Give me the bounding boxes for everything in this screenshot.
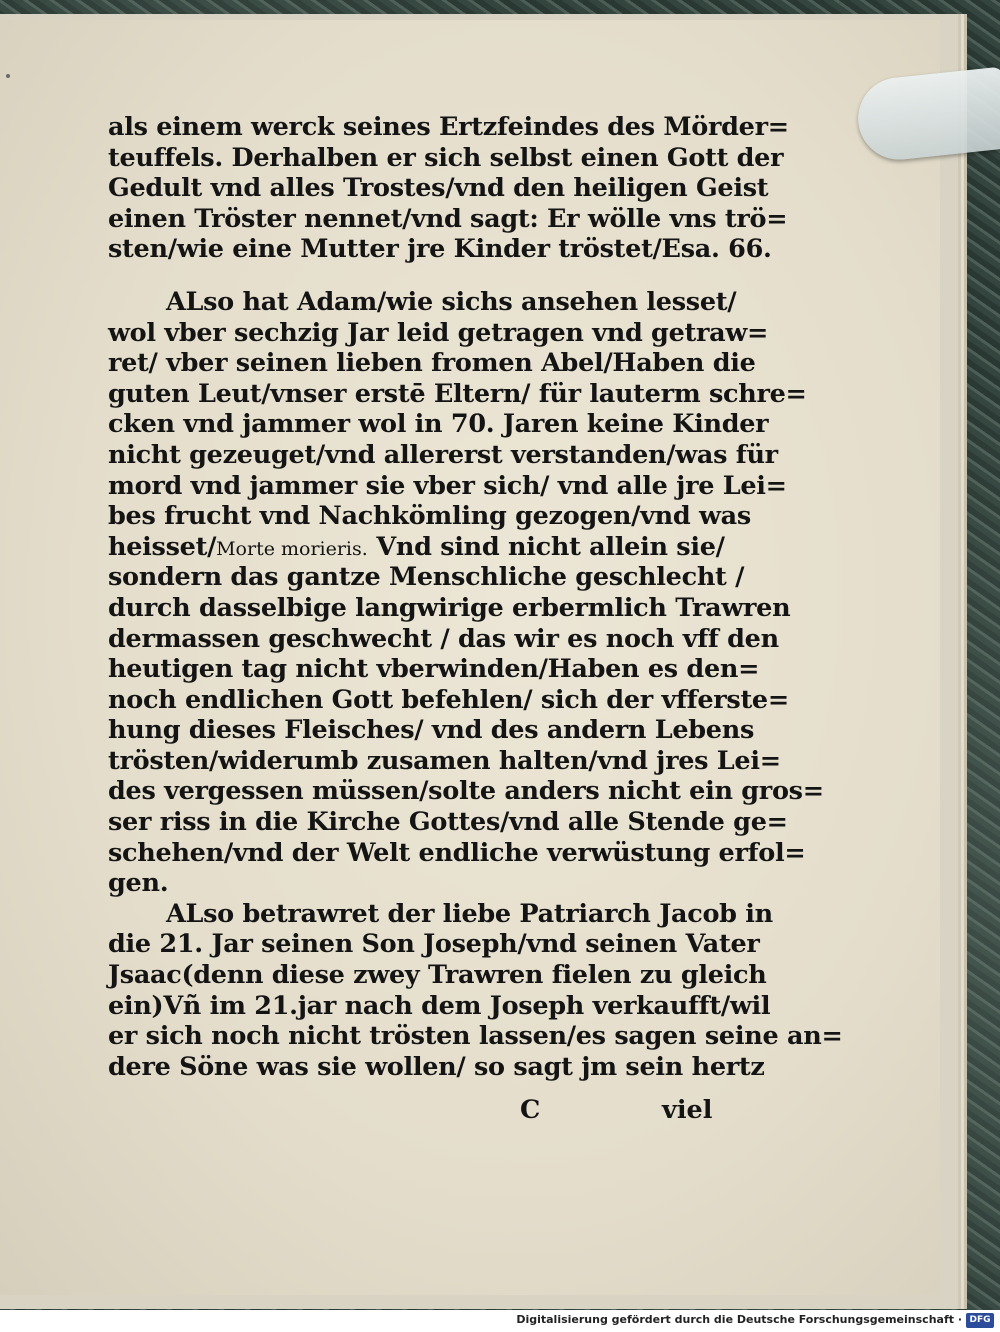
text-line: sondern das gantze Menschliche geschlecht /	[108, 562, 745, 593]
text-line: er sich noch nicht trösten lassen/es sagen seine an=	[108, 1021, 843, 1052]
text-line: einen Tröster nennet/vnd sagt: Er wölle vns trö=	[108, 203, 788, 234]
text-line: mord vnd jammer sie vber sich/ vnd alle jre Lei=	[108, 470, 787, 501]
text-line: durch dasselbige langwirige erbermlich Trawren	[108, 592, 791, 623]
text-line: cken vnd jammer wol in 70. Jaren keine Kinder	[108, 409, 769, 440]
paragraph-2	[108, 286, 824, 899]
paragraph-3	[108, 898, 843, 1083]
text-line: ALso hat Adam/wie sichs ansehen lesset/	[166, 286, 737, 317]
text-line: heutigen tag nicht vberwinden/Haben es den=	[108, 654, 760, 685]
text-segment: Vnd sind nicht allein sie/	[367, 531, 725, 562]
text-line: wol vber sechzig Jar leid getragen vnd getraw=	[108, 317, 769, 348]
text-line: nicht gezeuget/vnd allererst verstanden/was für	[108, 439, 778, 470]
text-line: die 21. Jar seinen Son Joseph/vnd seinen Vater	[108, 929, 760, 960]
text-segment: heisset/	[108, 531, 217, 562]
text-line	[108, 531, 725, 563]
text-line: noch endlichen Gott befehlen/ sich der vfferste=	[108, 684, 789, 715]
text-line: ein)Vñ im 21.jar nach dem Joseph verkaufft/wil	[108, 990, 771, 1021]
paragraph-1	[108, 112, 789, 265]
text-line: gen.	[108, 868, 169, 899]
text-line: dermassen geschwecht / das wir es noch vff den	[108, 623, 779, 654]
dfg-logo-icon: DFG	[966, 1313, 994, 1328]
footer-bar	[0, 1310, 1000, 1332]
text-line: ser riss in die Kirche Gottes/vnd alle Stende ge=	[108, 807, 788, 838]
body-text	[108, 112, 843, 1082]
text-line: Jsaac(denn diese zwey Trawren fielen zu gleich	[108, 960, 767, 991]
footer-credit: Digitalisierung gefördert durch die Deutsche Forschungsgemeinschaft ·	[516, 1313, 962, 1326]
text-line: ALso betrawret der liebe Patriarch Jacob in	[166, 898, 773, 929]
paragraph-gap	[108, 265, 708, 287]
margin-dot	[6, 74, 10, 78]
text-line: trösten/widerumb zusamen halten/vnd jres Lei=	[108, 745, 781, 776]
signature-mark: C	[520, 1095, 541, 1125]
catchword: viel	[662, 1095, 713, 1125]
text-line: teuffels. Derhalben er sich selbst einen Gott der	[108, 142, 784, 173]
text-line: bes frucht vnd Nachkömling gezogen/vnd was	[108, 501, 751, 532]
text-line: hung dieses Fleisches/ vnd des andern Lebens	[108, 715, 755, 746]
text-line: Gedult vnd alles Trostes/vnd den heiligen Geist	[108, 173, 769, 204]
text-line: des vergessen müssen/solte anders nicht ein gros=	[108, 776, 824, 807]
text-line: dere Söne was sie wollen/ so sagt jm sein hertz	[108, 1051, 765, 1082]
latin-quote: Morte morieris.	[216, 537, 368, 560]
text-line: als einem werck seines Ertzfeindes des Mörder=	[108, 112, 789, 142]
text-line: ret/ vber seinen lieben fromen Abel/Haben die	[108, 348, 756, 379]
text-line: sten/wie eine Mutter jre Kinder tröstet/Esa. 66.	[108, 234, 772, 265]
text-line: guten Leut/vnser erstē Eltern/ für lauterm schre=	[108, 378, 807, 409]
text-line: schehen/vnd der Welt endliche verwüstung erfol=	[108, 837, 806, 868]
